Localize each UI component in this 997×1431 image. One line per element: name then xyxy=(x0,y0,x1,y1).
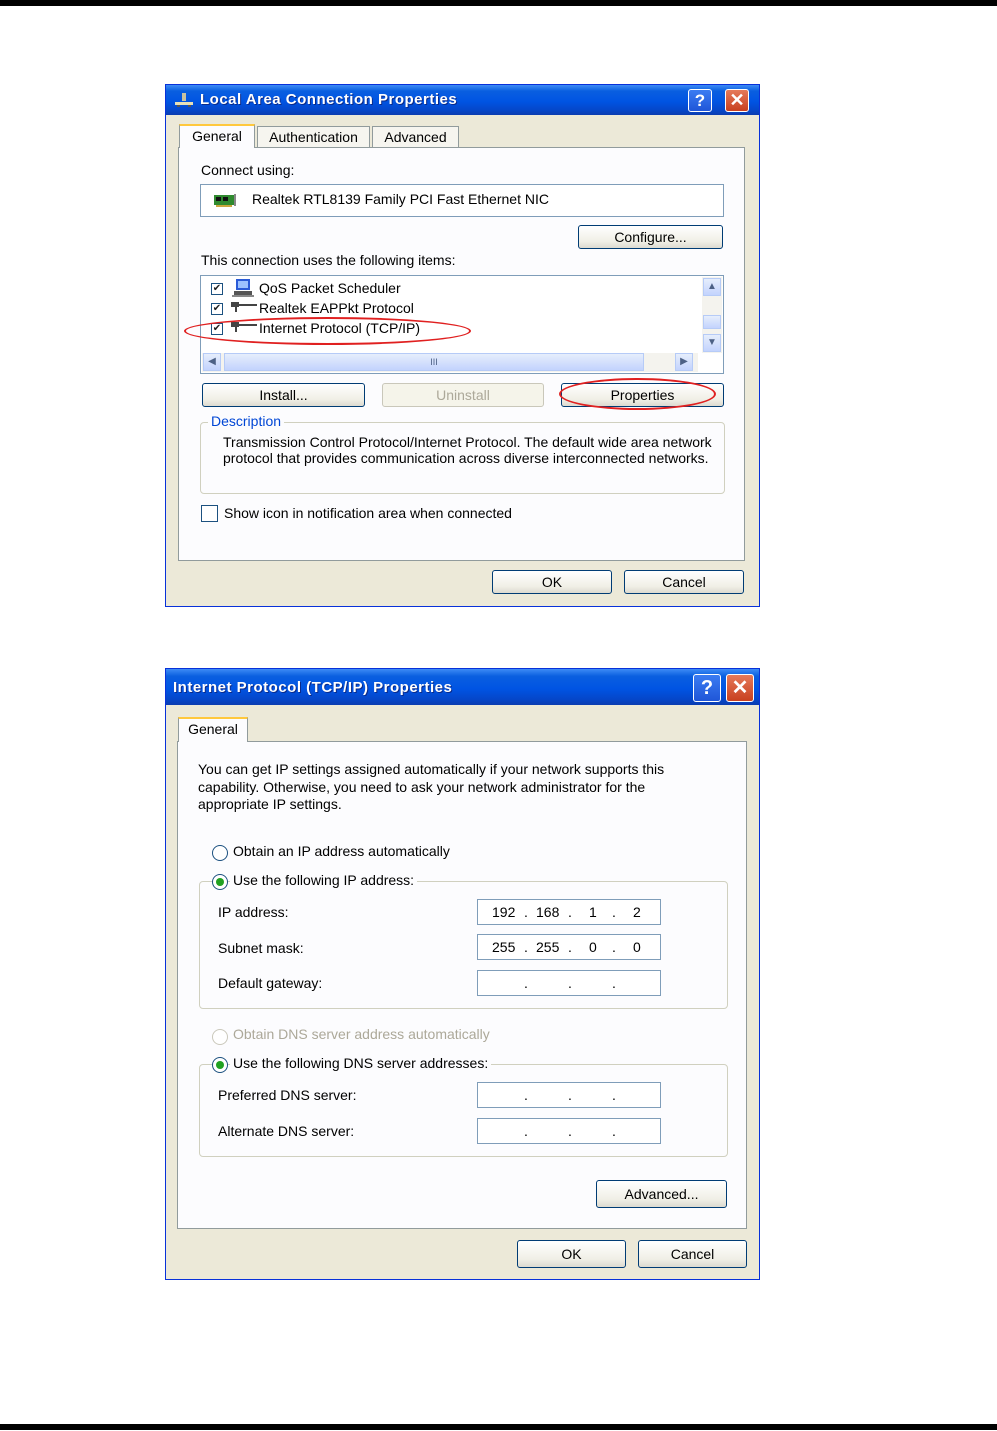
octet-dot: . xyxy=(568,1123,572,1139)
properties-button[interactable]: Properties xyxy=(561,383,724,407)
octet-dot: . xyxy=(524,939,528,955)
obtain-ip-auto-radio[interactable] xyxy=(212,845,228,861)
h-scroll-thumb[interactable]: III xyxy=(224,353,644,371)
tab-general[interactable]: General xyxy=(179,124,255,148)
list-item[interactable] xyxy=(209,298,669,318)
bottom-rule xyxy=(0,1424,997,1430)
octet: 255 xyxy=(536,939,560,955)
close-button[interactable]: ✕ xyxy=(726,674,754,702)
obtain-ip-auto-label: Obtain an IP address automatically xyxy=(233,843,450,859)
obtain-dns-auto-radio xyxy=(212,1029,228,1045)
use-following-dns-radio[interactable] xyxy=(212,1057,228,1073)
octet-dot: . xyxy=(612,1087,616,1103)
tcpip-properties-dialog xyxy=(165,668,760,1280)
intro-text: You can get IP settings assigned automatically if your network supports this capability. Otherwise, you need to ask your network administrator for the appropriate IP settings. xyxy=(198,761,665,812)
tab-advanced[interactable]: Advanced xyxy=(372,126,459,148)
octet: 255 xyxy=(492,939,516,955)
uninstall-button: Uninstall xyxy=(382,383,544,407)
annotation-ellipse-properties xyxy=(559,378,716,410)
octet: 0 xyxy=(633,939,641,955)
adapter-box xyxy=(200,184,724,217)
help-button[interactable]: ? xyxy=(688,89,712,112)
octet: 168 xyxy=(536,904,560,920)
preferred-dns-field[interactable] xyxy=(477,1082,661,1108)
show-icon-label: Show icon in notification area when connected xyxy=(224,505,512,521)
octet-dot: . xyxy=(524,904,528,920)
alternate-dns-field[interactable] xyxy=(477,1118,661,1144)
network-service-icon xyxy=(231,278,255,298)
show-icon-checkbox[interactable] xyxy=(201,505,218,522)
item-checkbox[interactable]: ✔ xyxy=(212,283,222,294)
default-gateway-field[interactable] xyxy=(477,970,661,996)
ip-address-field[interactable] xyxy=(477,899,661,925)
title-bar[interactable] xyxy=(166,669,759,705)
subnet-mask-field[interactable] xyxy=(477,934,661,960)
item-label: Realtek EAPPkt Protocol xyxy=(259,300,414,316)
use-following-dns-label: Use the following DNS server addresses: xyxy=(230,1055,491,1071)
network-card-icon xyxy=(213,192,237,208)
preferred-dns-label: Preferred DNS server: xyxy=(218,1087,357,1103)
use-following-ip-radio[interactable] xyxy=(212,874,228,890)
connect-using-label: Connect using: xyxy=(201,162,295,178)
octet: 2 xyxy=(633,904,641,920)
ok-button[interactable]: OK xyxy=(517,1240,626,1268)
octet-dot: . xyxy=(524,1087,528,1103)
general-panel xyxy=(177,741,747,1229)
general-panel xyxy=(178,147,745,561)
item-label: Internet Protocol (TCP/IP) xyxy=(259,320,421,336)
ok-button[interactable]: OK xyxy=(492,570,612,594)
octet-dot: . xyxy=(568,975,572,991)
octet-dot: . xyxy=(524,975,528,991)
tab-general[interactable]: General xyxy=(178,717,248,742)
protocol-icon xyxy=(231,300,257,314)
dialog-title: Internet Protocol (TCP/IP) Properties xyxy=(173,679,453,696)
list-item[interactable] xyxy=(209,278,669,298)
scroll-down-icon[interactable]: ▼ xyxy=(703,334,721,352)
items-label: This connection uses the following items: xyxy=(201,252,456,268)
octet: 1 xyxy=(589,904,597,920)
item-label: QoS Packet Scheduler xyxy=(259,280,401,296)
octet-dot: . xyxy=(568,904,572,920)
description-text: Transmission Control Protocol/Internet Protocol. The default wide area network protocol that provides communication across diverse interconnected networks. xyxy=(223,434,712,466)
network-connection-icon xyxy=(174,92,194,108)
octet: 0 xyxy=(589,939,597,955)
subnet-mask-label: Subnet mask: xyxy=(218,940,304,956)
ip-address-label: IP address: xyxy=(218,904,289,920)
octet-dot: . xyxy=(612,904,616,920)
tab-authentication[interactable]: Authentication xyxy=(257,126,370,148)
octet: 192 xyxy=(492,904,516,920)
cancel-button[interactable]: Cancel xyxy=(638,1240,747,1268)
scroll-thumb[interactable] xyxy=(703,315,721,329)
octet-dot: . xyxy=(524,1123,528,1139)
dialog-title: Local Area Connection Properties xyxy=(200,91,458,108)
octet-dot: . xyxy=(612,1123,616,1139)
configure-button[interactable]: Configure... xyxy=(578,225,723,249)
default-gateway-label: Default gateway: xyxy=(218,975,323,991)
octet-dot: . xyxy=(568,939,572,955)
use-following-ip-label: Use the following IP address: xyxy=(230,872,417,888)
local-area-connection-dialog xyxy=(165,84,760,607)
advanced-button[interactable]: Advanced... xyxy=(596,1180,727,1208)
vertical-scrollbar[interactable] xyxy=(702,277,722,353)
top-rule xyxy=(0,0,997,6)
description-legend: Description xyxy=(208,413,284,429)
octet-dot: . xyxy=(612,975,616,991)
scroll-left-icon[interactable]: ◀ xyxy=(203,353,221,371)
close-button[interactable]: ✕ xyxy=(725,89,749,112)
obtain-dns-auto-label: Obtain DNS server address automatically xyxy=(233,1026,490,1042)
scroll-up-icon[interactable]: ▲ xyxy=(703,278,721,296)
alternate-dns-label: Alternate DNS server: xyxy=(218,1123,355,1139)
octet-dot: . xyxy=(612,939,616,955)
title-bar[interactable] xyxy=(166,85,759,115)
adapter-name: Realtek RTL8139 Family PCI Fast Ethernet NIC xyxy=(252,191,549,207)
horizontal-scrollbar[interactable] xyxy=(202,353,698,372)
annotation-ellipse-tcpip xyxy=(184,317,471,345)
cancel-button[interactable]: Cancel xyxy=(624,570,744,594)
install-button[interactable]: Install... xyxy=(202,383,365,407)
item-checkbox[interactable]: ✔ xyxy=(212,303,222,314)
help-button[interactable]: ? xyxy=(693,674,721,702)
octet-dot: . xyxy=(568,1087,572,1103)
item-checkbox[interactable]: ✔ xyxy=(212,323,222,334)
scroll-right-icon[interactable]: ▶ xyxy=(675,353,693,371)
